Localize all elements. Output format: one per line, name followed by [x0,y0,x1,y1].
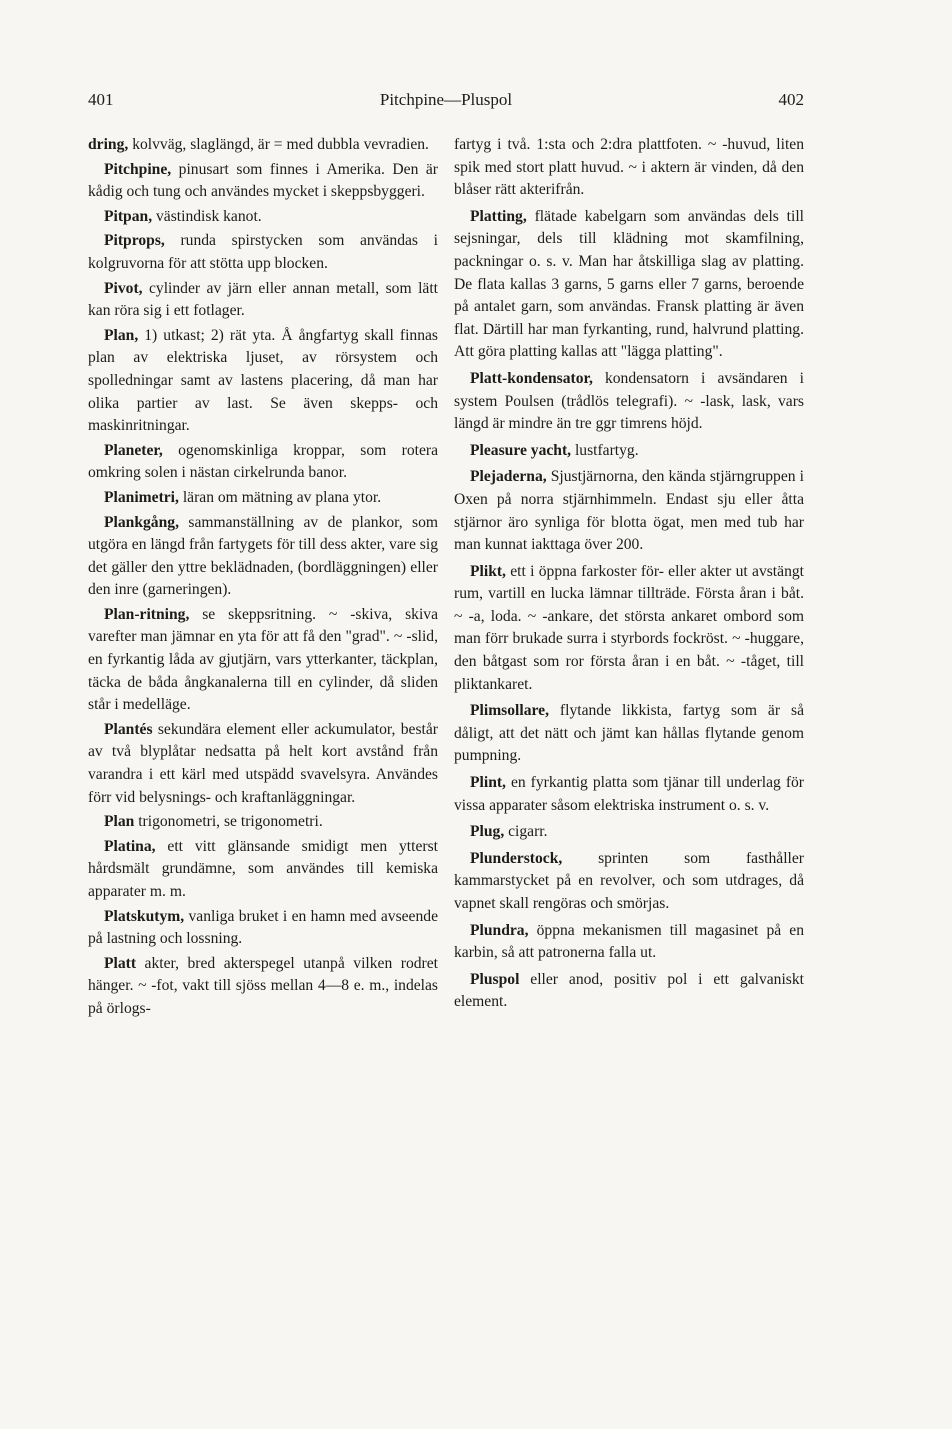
entry-headword: Pitprops, [104,232,165,250]
dictionary-entry [88,159,438,204]
entry-definition: Sjustjärnorna, den kända stjärngruppen i Oxen på norra stjärnhimmeln. Endast sju eller åtta stjärnor äro synliga för blotta ögat, men med tub har man kunnat iakttaga över 200. [454,468,804,554]
dictionary-entry [88,206,438,229]
entry-definition: fartyg i två. 1:sta och 2:dra plattfoten. ~ -huvud, liten spik med stort platt huvud. ~ i aktern är vinden, då den blåser rätt akterifrån. [454,136,804,199]
dictionary-entry [88,134,438,157]
dictionary-entry [454,700,804,768]
dictionary-entry [454,848,804,916]
entry-definition: kolvväg, slaglängd, är = med dubbla vevradien. [128,136,429,153]
entry-headword: Plan [104,813,135,831]
dictionary-entry [88,230,438,275]
entry-definition: cigarr. [504,823,548,841]
dictionary-entry [454,134,804,202]
entry-definition: 1) utkast; 2) rät yta. Å ångfartyg skall finnas plan av elektriska ljuset, av rörsystem och spolledningar samt av lastens placering, då man har olika partier av last. Se även skepps- och maskinritningar. [88,326,438,435]
entry-definition: flytande likkista, fartyg som är så dåligt, att det nätt och jämt kan hållas flytande genom pumpning. [454,702,804,765]
dictionary-entry [88,953,438,1021]
dictionary-entry [88,487,438,510]
dictionary-entry [88,719,438,809]
entry-definition: ett i öppna farkoster för- eller akter ut avstängt rum, vartill en lucka lämnar tillträde. Första åran i båt. ~ -a, loda. ~ -ankare, det största ankaret ombord som man förr brukade surra i styrbords fockröst. ~ -huggare, den båtgast som ror första åran i en båt. ~ -tåget, till pliktankaret. [454,562,804,693]
entry-definition: lustfartyg. [571,441,639,459]
dictionary-entry [88,811,438,834]
entry-headword: Pitchpine, [104,160,172,178]
dictionary-entry [88,512,438,602]
entry-definition: öppna mekanismen till magasinet på en karbin, så att patronerna falla ut. [454,921,804,962]
entry-headword: Plantés [104,720,153,738]
entry-definition: sekundära element eller ackumulator, består av två blyplåtar nedsatta på helt kort avstånd från varandra i ett kärl med utspädd svavelsyra. Användes förr vid belysnings- och kraftanläggningar. [88,720,438,806]
entry-headword: Pitpan, [104,207,153,225]
entry-headword: Platskutym, [104,907,185,925]
dictionary-entry [88,278,438,323]
dictionary-entry [454,772,804,817]
entry-definition: sprinten som fasthåller kammarstycket på en revolver, och som utdrages, då vapnet skall rengöras och smörjas. [454,849,804,912]
entry-definition: kondensatorn i avsändaren i system Poulsen (trådlös telegrafi). ~ -lask, lask, vars längd är mindre än tre ggr timrens höjd. [454,369,804,433]
entry-headword: Platt [104,954,137,972]
entry-definition: akter, bred akterspegel utanpå vilken rodret hänger. ~ -fot, vakt till sjöss mellan 4—8 e. m., indelas på örlogs- [88,954,438,1017]
entry-headword: Platina, [104,837,156,855]
dictionary-entry [88,440,438,485]
dictionary-entry [454,466,804,556]
running-title: Pitchpine—Pluspol [379,90,513,109]
entry-headword: Plankgång, [104,513,179,531]
entry-definition: pinusart som finnes i Amerika. Den är kådig och tung och användes mycket i skeppsbyggeri. [88,160,438,201]
entry-headword: Planimetri, [104,488,179,506]
entry-headword: Pluspol [470,970,520,988]
page-number-right: 402 [778,90,804,109]
entry-definition: eller anod, positiv pol i ett galvaniskt element. [454,970,804,1011]
entry-definition: västindisk kanot. [152,207,262,225]
dictionary-entry [454,920,804,965]
entry-headword: Platt-kondensator, [470,369,593,387]
left-column [88,134,438,1023]
entry-definition: en fyrkantig platta som tjänar till underlag för vissa apparater såsom elektriska instrument o. s. v. [454,774,804,814]
dictionary-entry [88,906,438,951]
entry-definition: läran om mätning av plana ytor. [178,488,382,506]
entry-headword: Plunderstock, [470,849,563,867]
right-column [454,134,804,1018]
entry-headword: Platting, [470,207,527,225]
entry-headword: Plug, [470,823,505,841]
entry-definition: se skeppsritning. ~ -skiva, skiva varefter man jämnar en yta för att få den "grad". ~ -slid, en fyrkantig låda av gjutjärn, vars ytterkanter, täckplan, täcka de båda ångkanalerna till en cylinder, då sliden står i medelläge. [88,605,438,714]
dictionary-entry [454,440,804,463]
entry-definition: vanliga bruket i en hamn med avseende på lastning och lossning. [88,907,438,948]
page-number-left: 401 [88,90,114,109]
entry-definition: flätade kabelgarn som användas dels till sejsningar, dels till klädning mot skamfilning, packningar o. s. v. Man har åtskilliga slag av platting. De flata kallas 3 garns, 5 garns eller 7 garns, beroende på antalet garn, som användas. Fransk platting är även flat. Därtill har man fyrkanting, rund, halvrund platting. Att göra platting kallas att "lägga platting". [454,207,804,361]
entry-definition: runda spirstycken som användas i kolgruvorna för att stötta upp blocken. [88,232,438,272]
entry-definition: ett vitt glänsande smidigt men ytterst hårdsmält grundämne, som användes till kemiska apparater m. m. [88,837,438,900]
dictionary-entry [454,561,804,697]
entry-headword: Pivot, [104,279,143,297]
dictionary-entry [454,969,804,1014]
entry-definition: ogenomskinliga kroppar, som rotera omkring solen i nästan cirkelrunda banor. [88,441,438,482]
dictionary-entry [88,836,438,904]
entry-headword: Plejaderna, [470,468,547,486]
dictionary-entry [454,206,804,364]
entry-headword: Planeter, [104,441,163,459]
entry-definition: trigonometri, se trigonometri. [134,813,323,831]
entry-headword: Plan, [104,326,139,344]
entry-headword: Plimsollare, [470,702,549,720]
dictionary-entry [88,604,438,717]
entry-headword: Plundra, [470,921,529,939]
entry-headword: Pleasure yacht, [470,441,572,459]
dictionary-entry [88,325,438,438]
entry-headword: Plint, [470,774,506,792]
dictionary-entry [454,821,804,844]
dictionary-entry [454,368,804,436]
entry-headword: dring, [88,136,129,153]
entry-definition: cylinder av järn eller annan metall, som lätt kan röra sig i ett fotlager. [88,279,438,320]
entry-headword: Plikt, [470,562,506,580]
entry-definition: sammanställning av de plankor, som utgöra en längd från fartygets för till dess akter, vare sig det gäller den yttre beklädnaden, (bordläggningen) eller den inre (garneringen). [88,513,438,599]
page-header [88,90,804,116]
entry-headword: Plan-ritning, [104,605,190,623]
